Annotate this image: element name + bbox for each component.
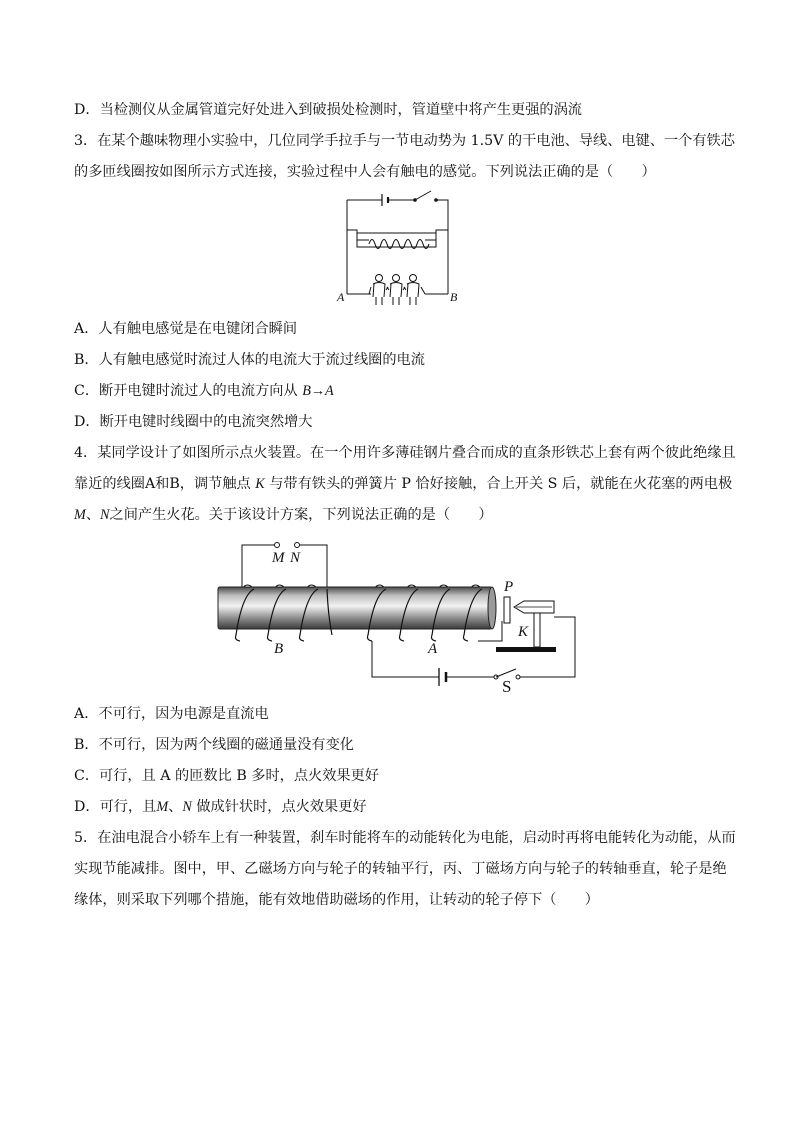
q4-stem-line1: 4．某同学设计了如图所示点火装置。在一个用许多薄硅钢片叠合而成的直条形铁芯上套有两个彼此绝缘且 — [74, 445, 736, 461]
q3-option-a: A．人有触电感觉是在电键闭合瞬间 — [74, 321, 298, 337]
q4-stem-k: K — [255, 476, 265, 492]
q3-option-c-direction: B→A — [302, 383, 334, 399]
q5-stem-line1: 5．在油电混合小轿车上有一种装置，刹车时能将车的动能转化为电能，启动时再将电能转化为动能，从而 — [74, 830, 736, 846]
q4-stem-line2-b: 与带有铁头的弹簧片 P 恰好接触，合上开关 S 后，就能在火花塞的两电极 — [264, 476, 733, 492]
q3-circuit-figure — [335, 184, 465, 308]
q5-stem-line2: 实现节能减排。图中，甲、乙磁场方向与轮子的转轴平行，丙、丁磁场方向与轮子的转轴垂直，轮子是绝 — [74, 861, 727, 877]
q4-ignition-figure — [212, 535, 582, 695]
q4-stem-sep: 、 — [85, 507, 101, 523]
q4-stem-line2 — [74, 474, 732, 494]
q4-option-d-n: N — [182, 799, 192, 815]
q4-option-d — [74, 797, 367, 817]
q3-stem-line1: 3．在某个趣味物理小实验中，几位同学手拉手与一节电动势为 1.5V 的干电池、导线、电键、一个有铁芯 — [74, 133, 735, 149]
q3-option-b: B．人有触电感觉时流过人体的电流大于流过线圈的电流 — [74, 352, 425, 368]
q4-label-k: K — [518, 624, 529, 640]
q4-stem-n: N — [100, 507, 110, 523]
q4-stem-line3 — [74, 505, 493, 525]
q4-label-a: A — [428, 641, 438, 657]
q4-stem-line3-rest: 之间产生火花。关于该设计方案，下列说法正确的是（ ） — [109, 507, 493, 523]
q4-option-a: A．不可行，因为电源是直流电 — [74, 706, 269, 722]
q4-option-b: B．不可行，因为两个线圈的磁通量没有变化 — [74, 737, 354, 753]
q2-option-d: D．当检测仪从金属管道完好处进入到破损处检测时，管道壁中将产生更强的涡流 — [74, 102, 582, 118]
q3-option-d: D．断开电键时线圈中的电流突然增大 — [74, 414, 313, 430]
q4-label-b: B — [274, 641, 284, 657]
q4-option-d-prefix: D．可行，且 — [74, 799, 157, 815]
q3-option-c — [74, 381, 334, 401]
q4-label-s: S — [502, 677, 512, 695]
q4-option-d-m: M — [156, 799, 169, 815]
q3-label-a: A — [337, 290, 345, 304]
q4-label-n: N — [290, 550, 301, 566]
q4-option-d-sep: 、 — [168, 799, 183, 815]
q4-label-p: P — [504, 579, 514, 595]
q4-option-d-rest: 做成针状时，点火效果更好 — [191, 799, 367, 815]
q4-label-m: M — [272, 550, 285, 566]
q4-stem-line2-a: 靠近的线圈A和B，调节触点 — [74, 476, 256, 492]
q3-option-c-text: C．断开电键时流过人的电流方向从 — [74, 383, 303, 399]
q3-stem-line2: 的多匝线圈按如图所示方式连接，实验过程中人会有触电的感觉。下列说法正确的是（ ） — [74, 164, 656, 180]
q4-option-c: C．可行，且 A 的匝数比 B 多时，点火效果更好 — [74, 768, 379, 784]
q3-label-b: B — [450, 290, 458, 304]
q4-stem-m: M — [74, 507, 86, 523]
q5-stem-line3: 缘体，则采取下列哪个措施，能有效地借助磁场的作用，让转动的轮子停下（ ） — [74, 892, 599, 908]
